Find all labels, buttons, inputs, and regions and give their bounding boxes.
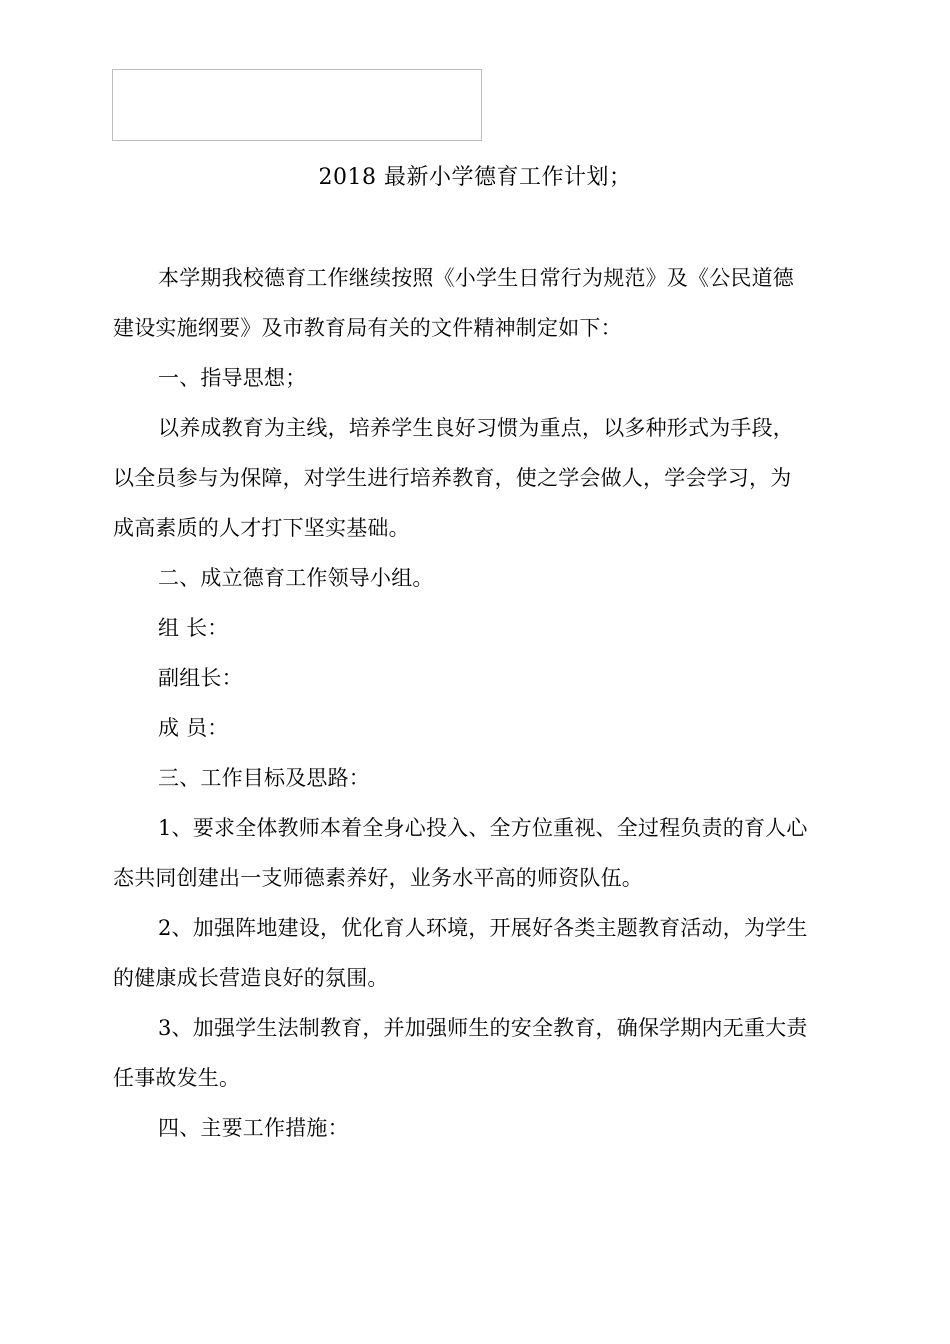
goal-1-line-2: 态共同创建出一支师德素养好，业务水平高的师资队伍。 (113, 866, 643, 890)
goal-2-line-1: 2、加强阵地建设，优化育人环境，开展好各类主题教育活动，为学生 (158, 916, 808, 940)
section-heading-2: 二、成立德育工作领导小组。 (158, 566, 434, 590)
deputy-leader-label: 副组长： (158, 666, 243, 690)
paragraph-line-6: 成高素质的人才打下坚实基础。 (113, 516, 410, 540)
section-heading-3: 三、工作目标及思路： (158, 766, 370, 790)
goal-2-line-2: 的健康成长营造良好的氛围。 (113, 966, 389, 990)
document-title: 2018 最新小学德育工作计划； (318, 165, 632, 190)
goal-3-line-2: 任事故发生。 (113, 1066, 241, 1090)
paragraph-line-5: 以全员参与为保障，对学生进行培养教育，使之学会做人，学会学习，为 (113, 466, 792, 490)
members-label: 成 员： (158, 716, 229, 740)
group-leader-label: 组 长： (158, 616, 229, 640)
paragraph-line-4: 以养成教育为主线，培养学生良好习惯为重点，以多种形式为手段， (158, 416, 794, 440)
goal-1-line-1: 1、要求全体教师本着全身心投入、全方位重视、全过程负责的育人心 (158, 816, 808, 840)
section-heading-1: 一、指导思想； (158, 366, 307, 390)
paragraph-line-2: 建设实施纲要》及市教育局有关的文件精神制定如下： (113, 316, 622, 340)
paragraph-line-1: 本学期我校德育工作继续按照《小学生日常行为规范》及《公民道德 (158, 266, 794, 290)
header-blank-box (112, 69, 482, 141)
section-heading-4: 四、主要工作措施： (158, 1116, 349, 1140)
goal-3-line-1: 3、加强学生法制教育，并加强师生的安全教育，确保学期内无重大责 (158, 1016, 808, 1040)
